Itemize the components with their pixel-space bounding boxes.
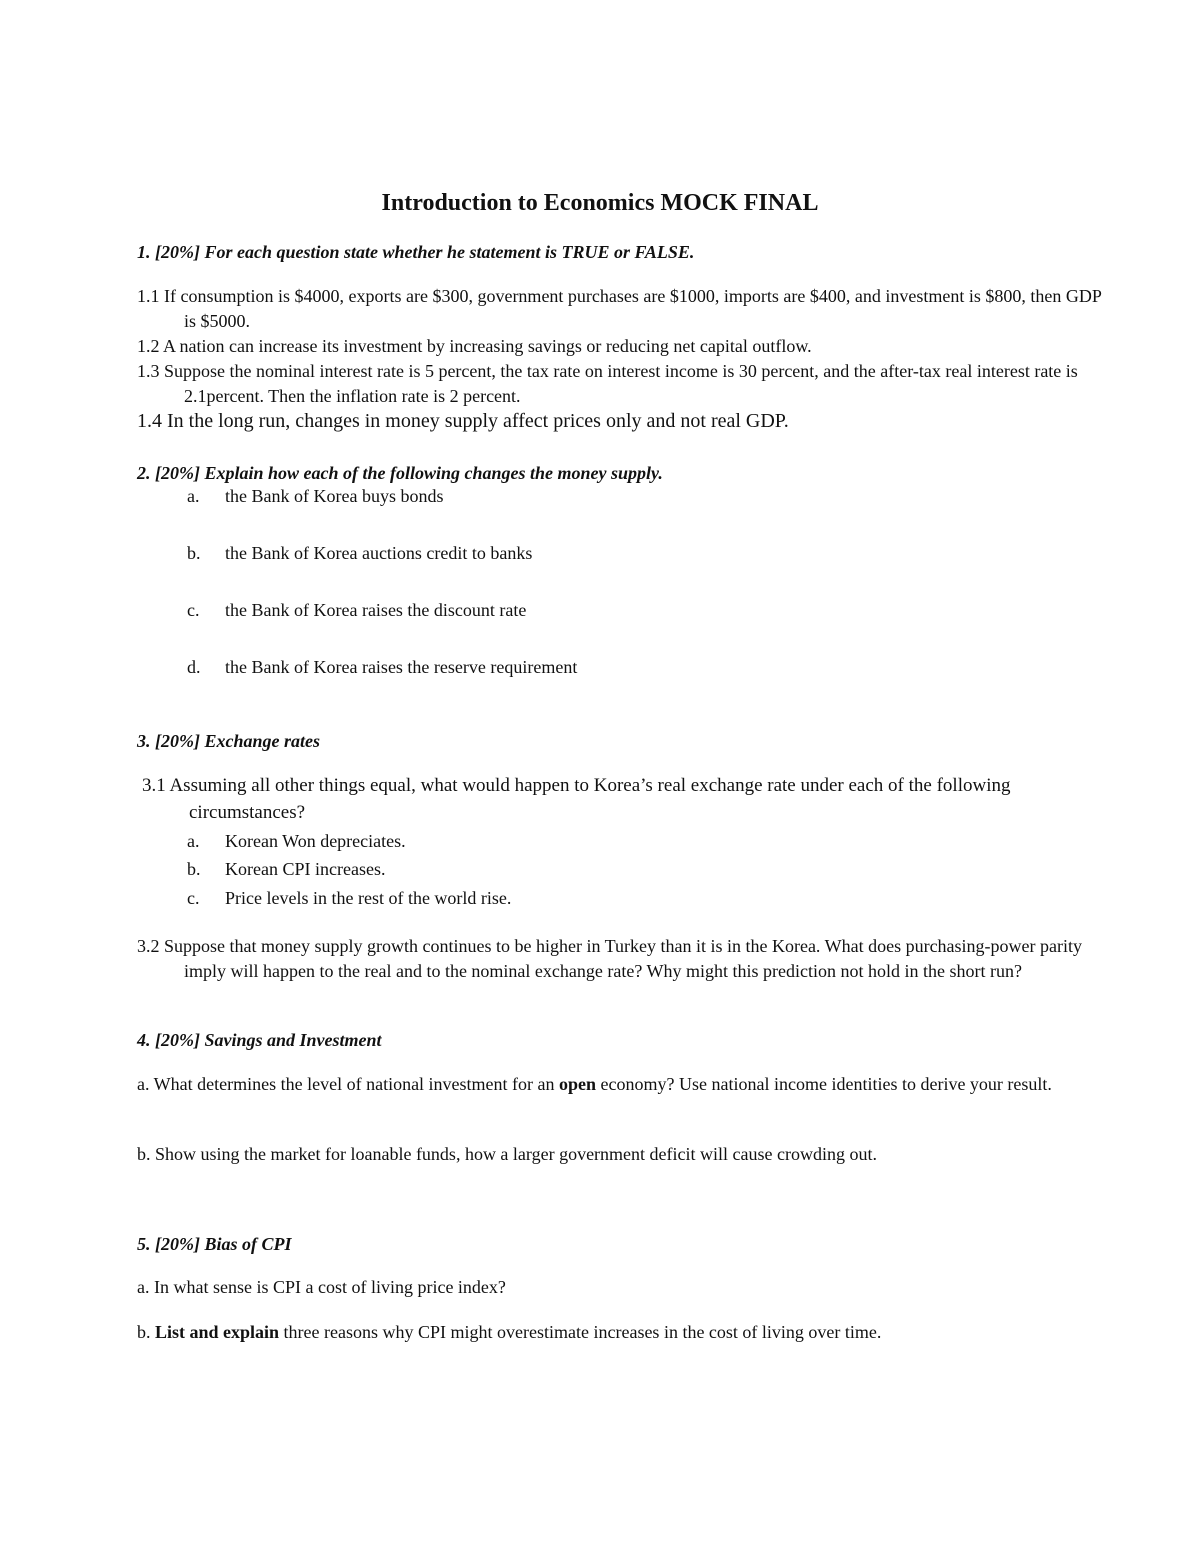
q1-item-3: 1.3 Suppose the nominal interest rate is 5 percent, the tax rate on interest income is 30 percent, and the after-tax real interest rate is 2.1percent. Then the inflation rate is 2 percent. <box>137 361 1078 406</box>
q5-part-b <box>137 1320 1124 1345</box>
q2-heading: 2. [20%] Explain how each of the following changes the money supply. <box>137 463 663 483</box>
q4-part-a <box>137 1072 1124 1097</box>
q5-part-a: a. In what sense is CPI a cost of living price index? <box>137 1277 506 1297</box>
q4-part-a-bold: open <box>559 1074 597 1094</box>
q2-item-d <box>187 655 577 679</box>
q4-part-b: b. Show using the market for loanable funds, how a larger government deficit will cause crowding out. <box>137 1144 877 1164</box>
q3-part-2: 3.2 Suppose that money supply growth continues to be higher in Turkey than it is in the Korea. What does purchasing-power parity imply will happen to the real and to the nominal exchange rate? Why might this prediction not hold in the short run? <box>137 936 1083 981</box>
q4-part-a-pre: a. What determines the level of national investment for an <box>137 1074 560 1094</box>
q5-part-b-pre: b. <box>137 1322 155 1342</box>
q5-part-b-post: three reasons why CPI might overestimate increases in the cost of living over time. <box>279 1322 882 1342</box>
q3-part-1: 3.1 Assuming all other things equal, what would happen to Korea’s real exchange rate under each of the following circumstances? <box>142 775 1011 823</box>
q2-item-b <box>187 541 532 565</box>
q4-part-a-post: economy? Use national income identities to derive your result. <box>596 1074 1052 1094</box>
q5-heading: 5. [20%] Bias of CPI <box>137 1234 292 1254</box>
q3-item-c-text: Price levels in the rest of the world rise. <box>225 888 512 908</box>
q3-heading: 3. [20%] Exchange rates <box>137 731 320 751</box>
q3-item-a <box>187 829 406 853</box>
q5-part-b-bold: List and explain <box>155 1322 280 1342</box>
q2-item-d-text: the Bank of Korea raises the reserve requirement <box>225 657 578 677</box>
q3-item-c-label: c. <box>187 888 200 908</box>
q2-item-a-text: the Bank of Korea buys bonds <box>225 486 444 506</box>
q2-item-a <box>187 484 443 508</box>
q1-item-1: 1.1 If consumption is $4000, exports are $300, government purchases are $1000, imports are $400, and investment is $800, then GDP is $5000. <box>137 286 1102 331</box>
q3-item-b-label: b. <box>187 859 201 879</box>
q2-item-c-text: the Bank of Korea raises the discount rate <box>225 600 527 620</box>
q3-item-b <box>187 857 385 881</box>
q1-item-4: 1.4 In the long run, changes in money supply affect prices only and not real GDP. <box>137 410 789 432</box>
page-title: Introduction to Economics MOCK FINAL <box>381 190 819 216</box>
q3-item-a-label: a. <box>187 831 200 851</box>
q4-heading: 4. [20%] Savings and Investment <box>137 1030 382 1050</box>
q3-item-c <box>187 886 511 910</box>
q2-item-a-label: a. <box>187 486 200 506</box>
q2-item-c-label: c. <box>187 600 200 620</box>
q2-item-c <box>187 598 526 622</box>
q2-item-b-text: the Bank of Korea auctions credit to banks <box>225 543 533 563</box>
q3-item-a-text: Korean Won depreciates. <box>225 831 406 851</box>
q1-heading: 1. [20%] For each question state whether he statement is TRUE or FALSE. <box>137 242 695 262</box>
q2-item-d-label: d. <box>187 657 201 677</box>
q3-item-b-text: Korean CPI increases. <box>225 859 386 879</box>
q2-item-b-label: b. <box>187 543 201 563</box>
q1-item-2: 1.2 A nation can increase its investment by increasing savings or reducing net capital outflow. <box>137 336 812 356</box>
